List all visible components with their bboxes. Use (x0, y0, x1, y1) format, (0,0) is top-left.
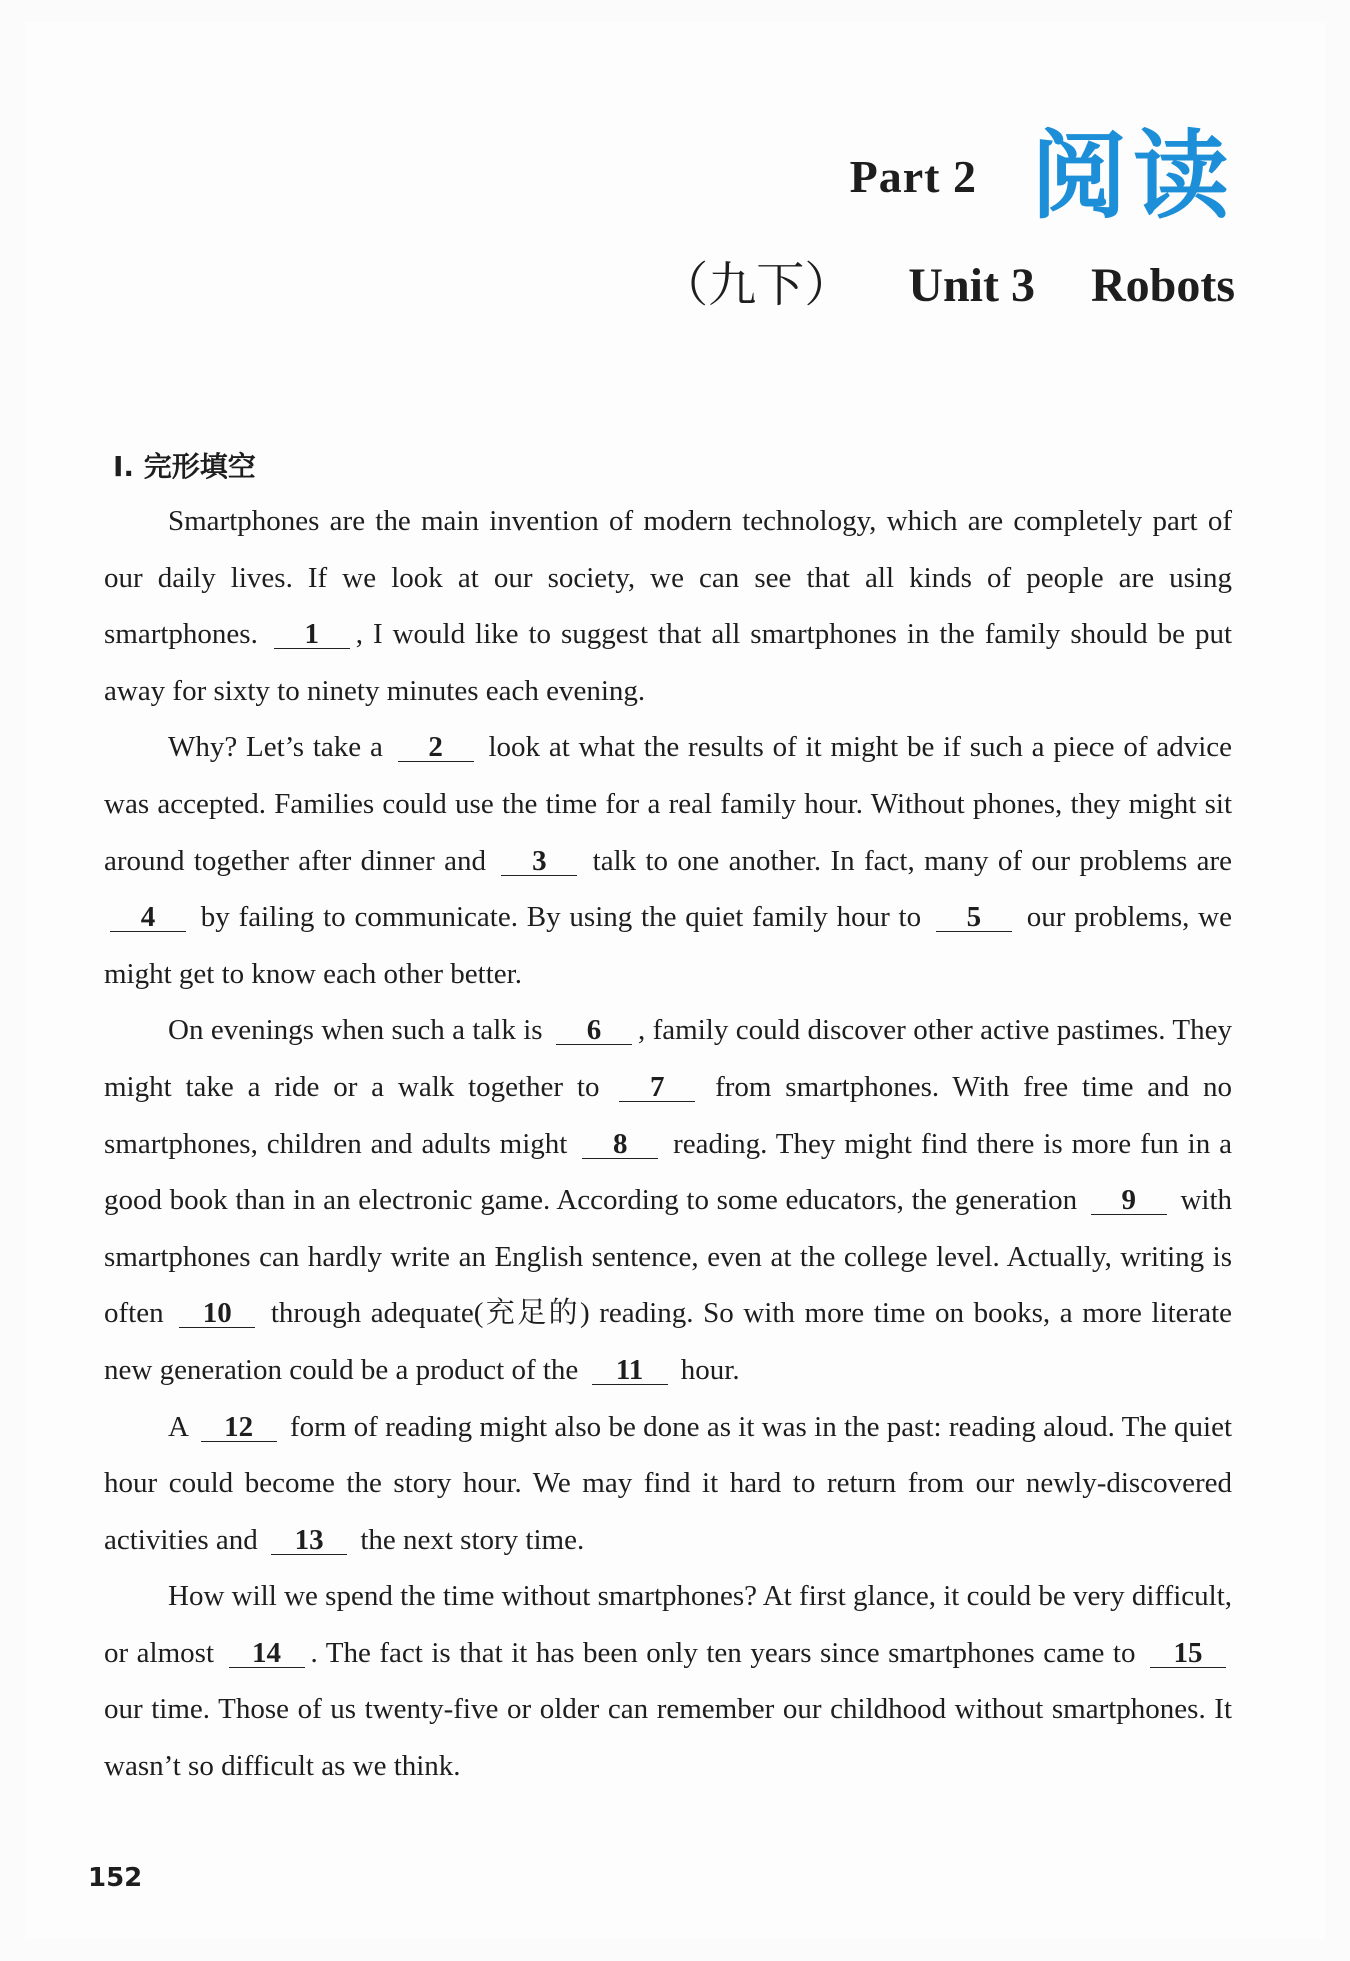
text-run: hour. (673, 1353, 740, 1386)
text-run: talk to one another. In fact, many of our problems are (583, 844, 1232, 877)
unit-label: Unit 3 (908, 259, 1035, 312)
text-run: Smartphones are the main invention of modern technology, which are completely part of our daily lives. If we look at our society, we can see that all kinds of people are using smartphones. (104, 505, 1232, 651)
blank-4[interactable]: 4 (110, 903, 186, 932)
text-run: the next story time. (353, 1523, 585, 1556)
text-run: On evenings when such a talk is (168, 1014, 550, 1047)
blank-11[interactable]: 11 (592, 1356, 668, 1385)
text-run: from smartphones. With free time and no smartphones, children and adults might (104, 1070, 1232, 1160)
section-title: Ⅰ. 完形填空 (113, 450, 256, 483)
paragraph-3 (104, 1002, 1232, 1398)
blank-5[interactable]: 5 (936, 903, 1012, 932)
section-cn-title: 阅读 (1031, 120, 1235, 232)
paragraph-4 (104, 1399, 1232, 1569)
text-run: reading. They might find there is more fun in a good book than in an electronic game. According to some educators, the generation (104, 1127, 1232, 1217)
paragraph-1 (104, 493, 1232, 719)
text-run: with smartphones can hardly write an English sentence, even at the college level. Actually, writing is often (104, 1184, 1232, 1330)
blank-15[interactable]: 15 (1150, 1639, 1226, 1668)
text-run: How will we spend the time without smartphones? At first glance, it could be very difficult, or almost (104, 1580, 1232, 1669)
grade-label: （九下） (660, 257, 853, 313)
header-line-2 (660, 246, 1235, 315)
blank-6[interactable]: 6 (556, 1016, 632, 1045)
text-run: look at what the results of it might be if such a piece of advice was accepted. Families could use the time for a real family hour. Without phones, they might sit around together after dinner and (104, 731, 1232, 877)
chapter-header (660, 120, 1235, 315)
text-run: . The fact is that it has been only ten years since smartphones came to (310, 1636, 1144, 1669)
text-run: Why? Let’s take a (168, 731, 392, 764)
text-run: our problems, we might get to know each other better. (104, 901, 1232, 990)
text-run: through adequate(充足的) reading. So with more time on books, a more literate new generation could be a product of the (104, 1297, 1232, 1386)
blank-1[interactable]: 1 (274, 620, 350, 649)
page-number: 152 (88, 1863, 143, 1893)
blank-7[interactable]: 7 (619, 1073, 695, 1102)
cloze-passage (104, 493, 1232, 1795)
text-run: form of reading might also be done as it was in the past: reading aloud. The quiet hour could become the story hour. We may find it hard to return from our newly-discovered activities and (104, 1410, 1233, 1556)
blank-14[interactable]: 14 (229, 1639, 305, 1668)
blank-13[interactable]: 13 (271, 1526, 347, 1555)
header-line-1 (660, 120, 1235, 232)
paragraph-5 (104, 1568, 1232, 1794)
unit-topic: Robots (1090, 259, 1235, 312)
paragraph-2 (104, 719, 1232, 1002)
text-run: , family could discover other active pastimes. They might take a ride or a walk together to (104, 1014, 1232, 1103)
blank-8[interactable]: 8 (582, 1130, 658, 1159)
text-run: our time. Those of us twenty-five or older can remember our childhood without smartphones. It wasn’t so difficult as we think. (104, 1693, 1232, 1783)
blank-3[interactable]: 3 (501, 847, 577, 876)
blank-9[interactable]: 9 (1091, 1186, 1167, 1215)
text-run: , I would like to suggest that all smartphones in the family should be put away for sixty to ninety minutes each evening. (104, 618, 1233, 707)
blank-12[interactable]: 12 (201, 1413, 277, 1442)
text-run: by failing to communicate. By using the quiet family hour to (192, 901, 930, 934)
text-run: A (168, 1410, 195, 1443)
part-label: Part 2 (849, 150, 977, 202)
blank-10[interactable]: 10 (179, 1299, 255, 1328)
blank-2[interactable]: 2 (398, 733, 474, 762)
